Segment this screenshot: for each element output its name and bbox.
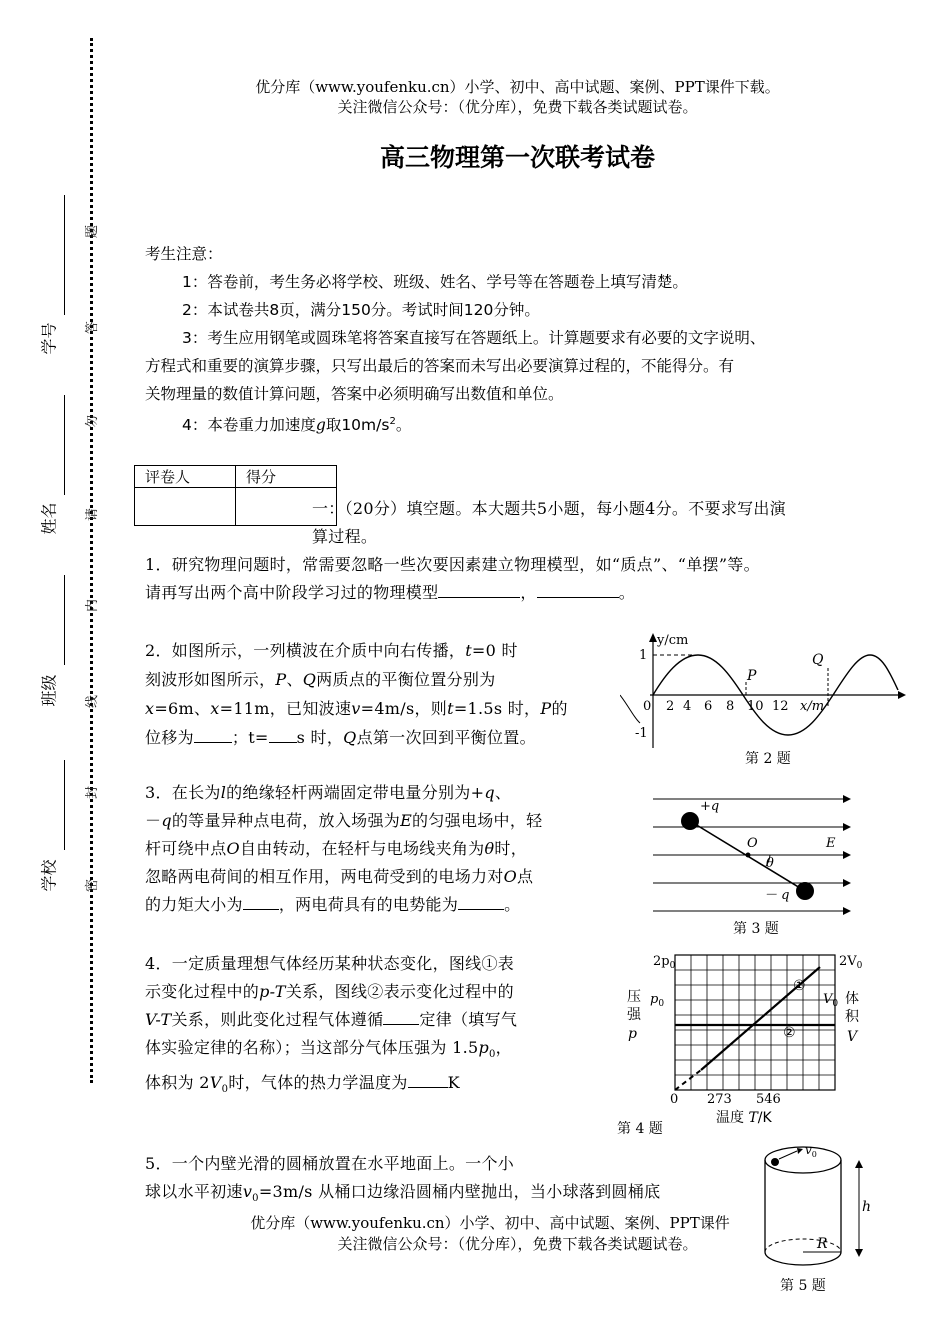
left-axis-char-2: 强	[627, 1007, 641, 1023]
q4-answer-blank-1[interactable]	[383, 1006, 419, 1025]
label-p0: $p_0$	[650, 992, 665, 1009]
q4-answer-blank-2[interactable]	[408, 1069, 448, 1088]
notice-item-3c: 关物理量的数值计算问题，答案中必须明确写出数值和单位。	[145, 385, 564, 403]
wave-curve	[620, 695, 640, 723]
E-label: E	[826, 836, 836, 851]
v0-label: $v_0$	[805, 1143, 817, 1159]
seal-char-2: 答	[85, 320, 101, 335]
x-label-0: 0	[670, 1092, 679, 1107]
left-axis-char-1: 压	[627, 989, 641, 1005]
score-table	[134, 465, 337, 526]
score-header: 得分	[236, 466, 337, 488]
footer-line-2: 关注微信公众号：（优分库），免费下载各类试题试卷。	[337, 1235, 698, 1253]
ball	[771, 1158, 779, 1166]
name-underline	[64, 395, 65, 495]
grader-header: 评卷人	[135, 466, 236, 488]
seal-char-1: 题	[85, 224, 101, 239]
O-label: O	[747, 836, 758, 851]
seal-char-4: 请	[85, 507, 101, 522]
question-4: 4．一定质量理想气体经历某种状态变化，图线①表 示变化过程中的p-T关系，图线②表示变化过程中的 V-T关系，则此变化过程气体遵循 定律（填写气 体实验定律的名称）；当这部分气体压强为 $1.5p_0$， 体积为 $2V_0$时，气体的热力学温度为 K	[145, 954, 518, 1096]
left-axis-var: p	[628, 1026, 637, 1042]
binding-dotted-line	[90, 38, 93, 1083]
q3-answer-blank-2[interactable]	[458, 891, 504, 910]
school-underline	[64, 760, 65, 850]
h-arrow-top	[855, 1160, 863, 1168]
minus-q-label: － q	[764, 888, 790, 903]
wave-tick-8: 8	[726, 699, 735, 714]
wave-tick-6: 6	[704, 699, 713, 714]
fig2-caption: 第 2 题	[745, 751, 791, 767]
wave-x0-label: 0	[643, 699, 652, 714]
cylinder-figure	[755, 1140, 880, 1280]
x-axis-title: 温度 T/K	[716, 1110, 772, 1126]
header-line-1: 优分库（www.youfenku.cn）小学、初中、高中试题、案例、PPT课件下载。	[255, 78, 780, 96]
seal-char-8: 密	[85, 878, 101, 893]
notice-block	[145, 240, 905, 439]
page-title: 高三物理第一次联考试卷	[379, 143, 655, 172]
field-arrows	[843, 795, 851, 915]
side-field-class[interactable]	[40, 575, 70, 735]
q1-answer-blank-2[interactable]	[537, 579, 619, 598]
fig4-caption: 第 4 题	[617, 1121, 663, 1137]
side-field-student-id[interactable]	[40, 195, 70, 355]
wave-yneg1-label: -1	[635, 726, 648, 741]
question-2: 2．如图所示，一列横波在介质中向右传播，t=0 时 刻波形如图所示，P、Q两质点的平衡位置分别为 x=6m、x=11m，已知波速v=4m/s，则t=1.5s 时，P的 位移为 ；t= s 时，Q点第一次回到平衡位置。	[145, 641, 568, 747]
right-axis-char-2: 积	[845, 1009, 859, 1025]
student-id-label: 学号	[39, 322, 59, 355]
side-field-name[interactable]	[40, 395, 70, 555]
positive-charge	[681, 812, 699, 830]
fig3-caption: 第 3 题	[733, 921, 779, 937]
q1-answer-blank-1[interactable]	[438, 579, 520, 598]
question-1: 1．研究物理问题时，常需要忽略一些次要因素建立物理模型，如“质点”、“单摆”等。 请再写出两个高中阶段学习过的物理模型 ， 。	[145, 555, 760, 602]
header-line-2: 关注微信公众号：（优分库），免费下载各类试题试卷。	[337, 98, 698, 116]
notice-heading: 考生注意：	[145, 245, 223, 263]
notice-item-1: 1：答卷前，考生务必将学校、班级、姓名、学号等在答题卷上填写清楚。	[182, 273, 688, 291]
question-3: 3．在长为l的绝缘轻杆两端固定带电量分别为+q、 －q的等量异种点电荷，放入场强为E的匀强电场中，轻 杆可绕中点O自由转动，在轻杆与电场线夹角为θ时， 忽略两电荷间的相互作用，两电荷受到的电场力对O点 的力矩大小为 ，两电荷具有的电势能为 。	[145, 783, 543, 914]
wave-y1-label: 1	[639, 648, 648, 663]
wave-ylabel: y/cm	[657, 633, 689, 648]
line-1-label: ①	[793, 978, 806, 994]
fig5-caption: 第 5 题	[780, 1278, 826, 1294]
line-1-dashed	[675, 1070, 701, 1090]
wave-P-label: P	[747, 668, 757, 684]
wave-tick-12: 12	[772, 699, 789, 714]
gas-state-figure	[615, 945, 875, 1135]
section-1-intro: 一：（20分）填空题。本大题共5小题，每小题4分。不要求写出演 算过程。	[312, 499, 787, 546]
label-V0: $V_0$	[823, 992, 839, 1009]
q3-answer-blank-1[interactable]	[243, 891, 279, 910]
school-label: 学校	[39, 859, 59, 892]
v0-arrowhead	[797, 1148, 803, 1154]
dipole-figure	[648, 786, 858, 921]
question-5: 5．一个内壁光滑的圆桶放置在水平地面上。一个小 球以水平初速$v_0=3m/s$ 从桶口边缘沿圆桶内壁抛出，当小球落到圆桶底	[145, 1154, 661, 1205]
wave-Q-label: Q	[812, 652, 824, 668]
q2-answer-blank-1[interactable]	[194, 724, 232, 743]
wave-y-arrow	[649, 633, 657, 642]
wave-x-arrow	[898, 691, 906, 699]
plus-q-label: +q	[700, 799, 720, 814]
grader-cell[interactable]	[135, 488, 236, 526]
seal-char-6: 线	[85, 694, 101, 709]
class-underline	[64, 575, 65, 665]
right-axis-var: V	[847, 1029, 858, 1045]
seal-char-3: 勿	[85, 414, 101, 429]
seal-char-7: 封	[85, 785, 101, 800]
negative-charge	[796, 882, 814, 900]
x-label-546: 546	[756, 1092, 781, 1107]
class-label: 班级	[39, 674, 59, 707]
right-axis-char-1: 体	[845, 991, 859, 1007]
side-field-school[interactable]	[40, 760, 70, 920]
notice-item-4: 4：本卷重力加速度g取$10m/s^2$。	[182, 416, 412, 435]
v0-arrow	[779, 1151, 797, 1159]
label-2V0: $2V_0$	[839, 954, 863, 971]
name-label: 姓名	[39, 502, 59, 535]
q2-answer-blank-2[interactable]	[269, 724, 297, 743]
pivot-O	[746, 853, 751, 858]
wave-tick-10: 10	[747, 699, 764, 714]
line-2-label: ②	[783, 1025, 796, 1041]
R-label: R	[817, 1236, 828, 1252]
wave-xlabel: x/m	[800, 699, 825, 714]
footer-line-1: 优分库（www.youfenku.cn）小学、初中、高中试题、案例、PPT课件	[250, 1214, 730, 1232]
x-label-273: 273	[707, 1092, 732, 1107]
h-label: h	[862, 1199, 872, 1215]
wave-tick-2: 2	[666, 699, 675, 714]
theta-label: θ	[766, 856, 774, 871]
student-id-underline	[64, 195, 65, 315]
label-2p0: $2p_0$	[653, 954, 676, 971]
notice-item-2: 2：本试卷共8页，满分150分。考试时间120分钟。	[182, 301, 540, 319]
notice-item-3a: 3：考生应用钢笔或圆珠笔将答案直接写在答题纸上。计算题要求有必要的文字说明、	[182, 329, 766, 347]
seal-char-5: 内	[85, 598, 101, 613]
wave-tick-4: 4	[683, 699, 692, 714]
notice-item-3b: 方程式和重要的演算步骤，只写出最后的答案而未写出必要演算过程的，不能得分。有	[145, 357, 735, 375]
